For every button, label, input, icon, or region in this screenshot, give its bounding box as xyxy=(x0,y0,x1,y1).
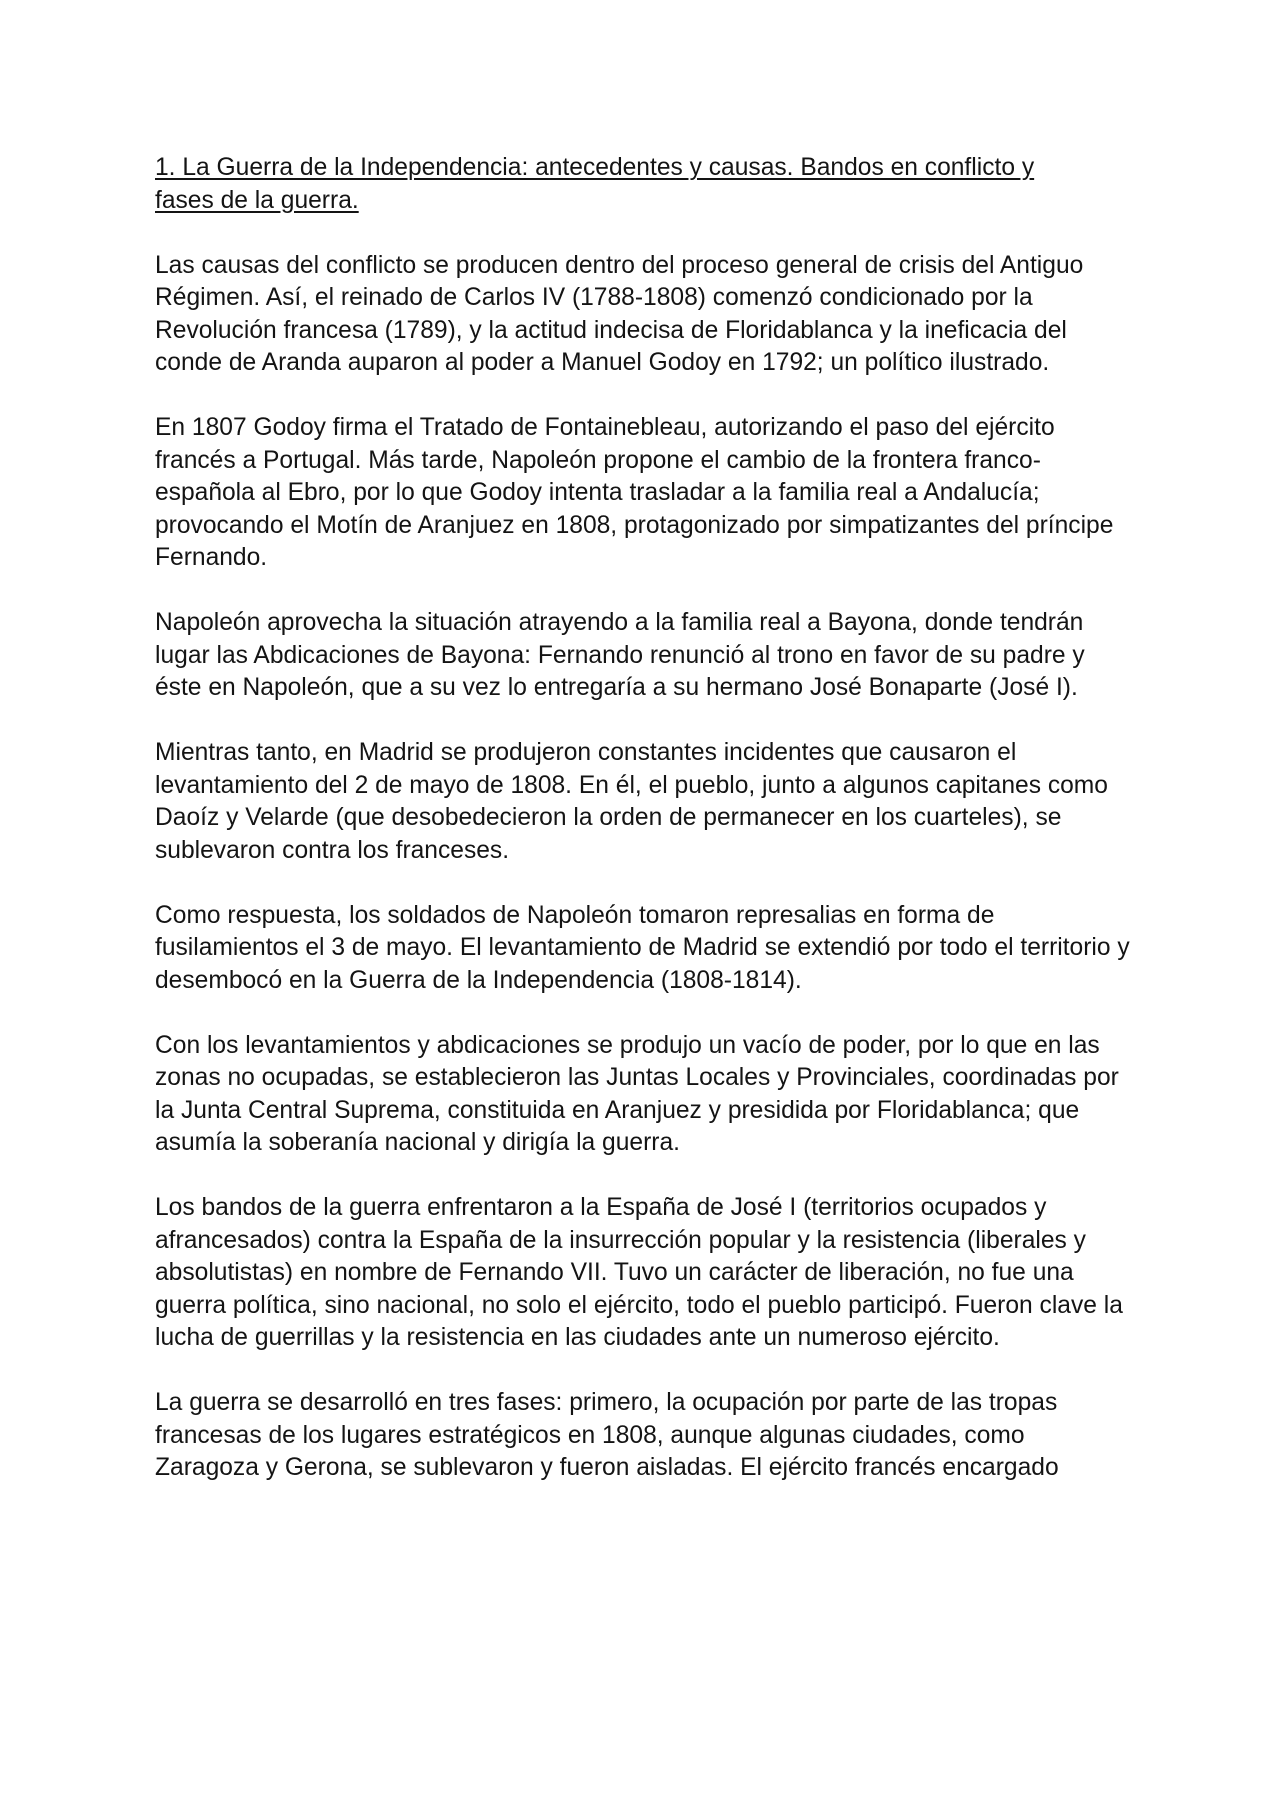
paragraph-bayona: Napoleón aprovecha la situación atrayendo a la familia real a Bayona, donde tendrán lugar las Abdicaciones de Bayona: Fernando renunció al trono en favor de su padre y éste en Napoleón, que a su vez lo entregaría a su hermano José Bonaparte (José I). xyxy=(155,609,1085,701)
paragraph-juntas: Con los levantamientos y abdicaciones se produjo un vacío de poder, por lo que en las zonas no ocupadas, se establecieron las Juntas Locales y Provinciales, coordinadas por la Junta Central Suprema, constituida en Aranjuez y presidida por Floridablanca; que asumía la soberanía nacional y dirigía la guerra. xyxy=(155,1031,1119,1156)
paragraph-fases: La guerra se desarrolló en tres fases: primero, la ocupación por parte de las tropas francesas de los lugares estratégicos en 1808, aunque algunas ciudades, como Zaragoza y Gerona, se sublevaron y fueron aisladas. El ejército francés encargado xyxy=(155,1389,1059,1481)
document-title: 1. La Guerra de la Independencia: antecedentes y causas. Bandos en conflicto y fases de la guerra. xyxy=(155,154,1035,214)
document-page xyxy=(155,152,1135,1485)
paragraph-fusilamientos: Como respuesta, los soldados de Napoleón tomaron represalias en forma de fusilamientos el 3 de mayo. El levantamiento de Madrid se extendió por todo el territorio y desembocó en la Guerra de la Independencia (1808-1814). xyxy=(155,901,1130,994)
paragraph-causas: Las causas del conflicto se producen dentro del proceso general de crisis del Antiguo Régimen. Así, el reinado de Carlos IV (1788-1808) comenzó condicionado por la Revolución francesa (1789), y la actitud indecisa de Floridablanca y la ineficacia del conde de Aranda auparon al poder a Manuel Godoy en 1792; un político ilustrado. xyxy=(155,251,1084,376)
paragraph-fontainebleau: En 1807 Godoy firma el Tratado de Fontainebleau, autorizando el paso del ejército francés a Portugal. Más tarde, Napoleón propone el cambio de la frontera franco-española al Ebro, por lo que Godoy intenta trasladar a la familia real a Andalucía; provocando el Motín de Aranjuez en 1808, protagonizado por simpatizantes del príncipe Fernando. xyxy=(155,414,1114,571)
paragraph-dos-de-mayo: Mientras tanto, en Madrid se produjeron constantes incidentes que causaron el levantamiento del 2 de mayo de 1808. En él, el pueblo, junto a algunos capitanes como Daoíz y Velarde (que desobedecieron la orden de permanecer en los cuarteles), se sublevaron contra los franceses. xyxy=(155,739,1108,864)
paragraph-bandos: Los bandos de la guerra enfrentaron a la España de José I (territorios ocupados y afrancesados) contra la España de la insurrección popular y la resistencia (liberales y absolutistas) en nombre de Fernando VII. Tuvo un carácter de liberación, no fue una guerra política, sino nacional, no solo el ejército, todo el pueblo participó. Fueron clave la lucha de guerrillas y la resistencia en las ciudades ante un numeroso ejército. xyxy=(155,1194,1123,1351)
